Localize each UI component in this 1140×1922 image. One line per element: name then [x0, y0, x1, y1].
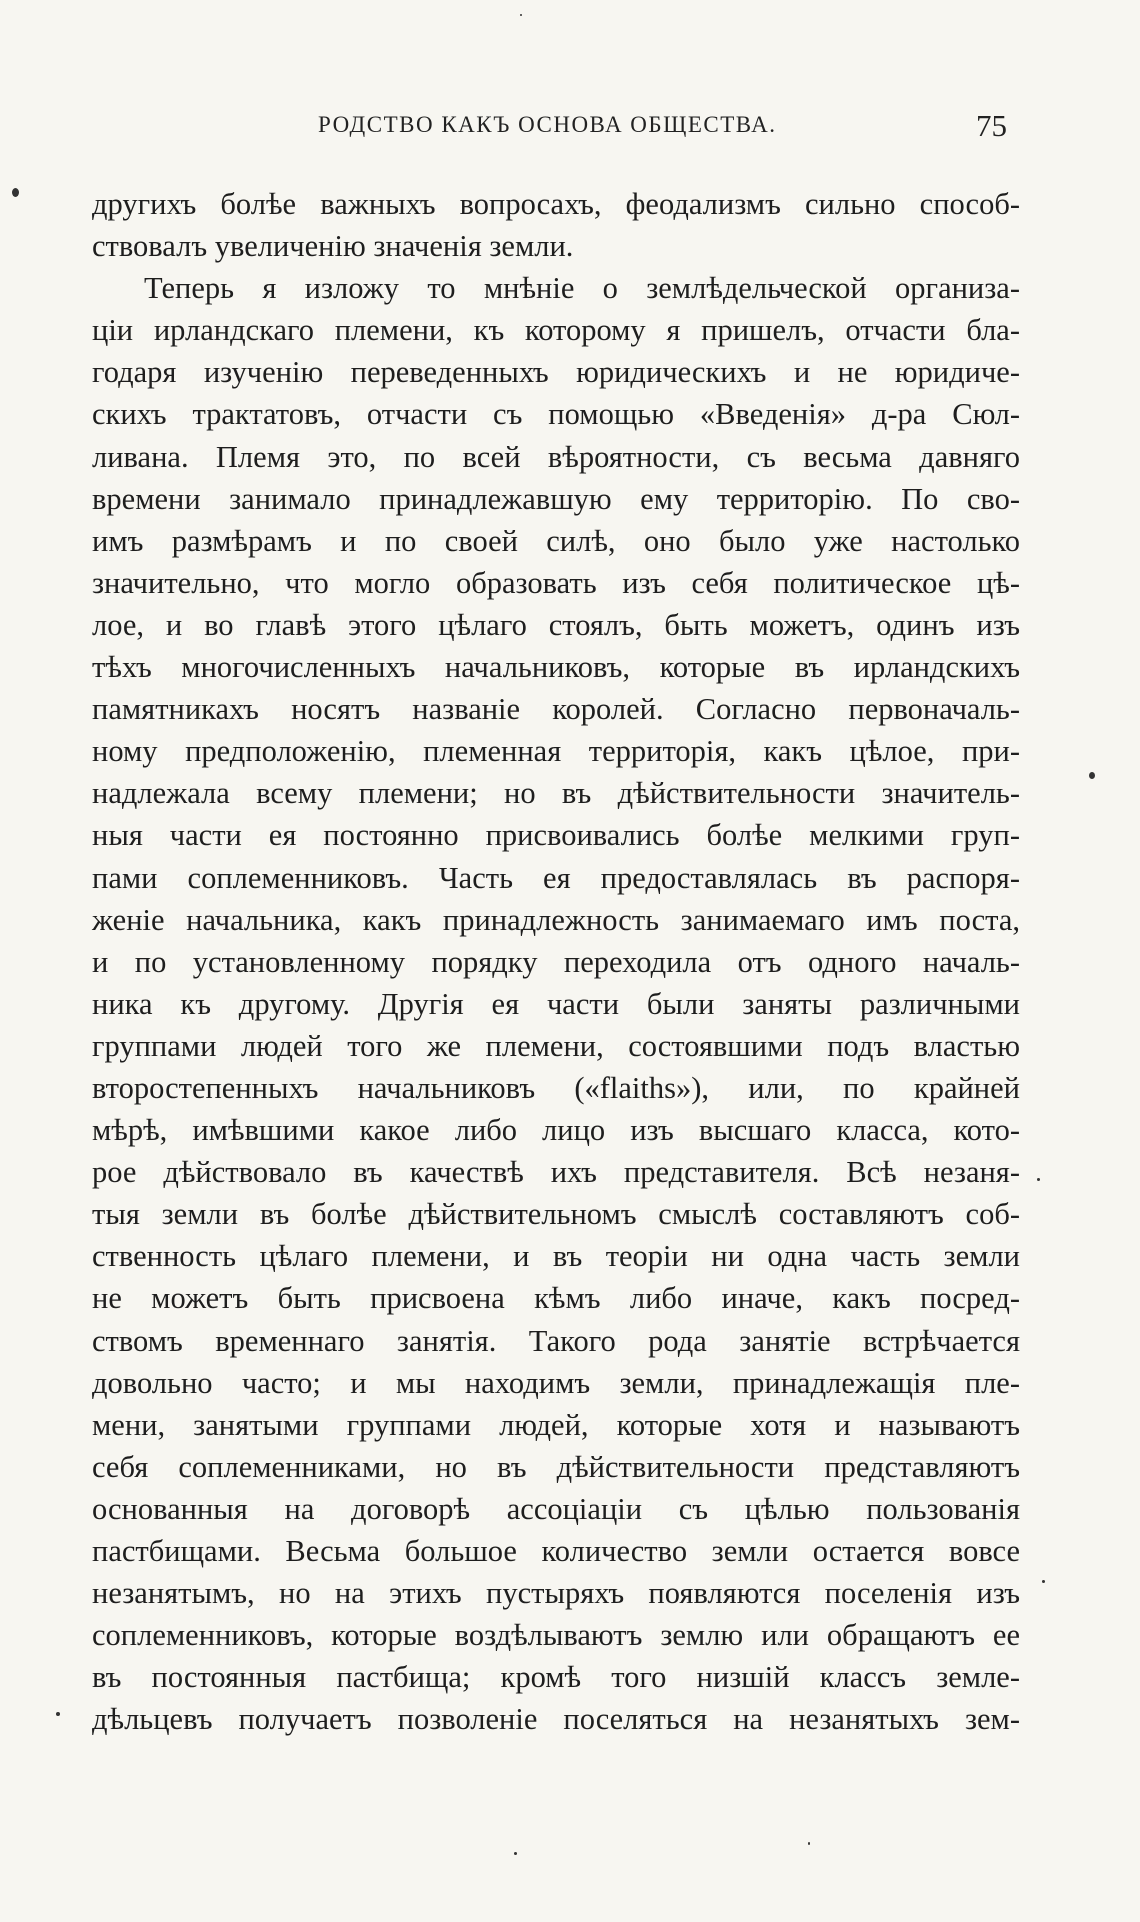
scan-speck [56, 1712, 60, 1716]
text-line: времени занимало принадлежавшую ему территорію. По сво- [92, 481, 1020, 516]
text-line: рое дѣйствовало въ качествѣ ихъ представителя. Всѣ незаня- [92, 1155, 1020, 1190]
text-line: ствомъ временнаго занятія. Такого рода занятіе встрѣчается [92, 1323, 1020, 1358]
text-line: памятникахъ носятъ названіе королей. Согласно первоначаль- [92, 692, 1020, 727]
text-line: мѣрѣ, имѣвшими какое либо лицо изъ высшаго класса, кото- [92, 1113, 1020, 1148]
scan-speck [1042, 1580, 1045, 1583]
scan-speck [12, 188, 19, 197]
text-line: тыя земли въ болѣе дѣйствительномъ смыслѣ составляютъ соб- [92, 1197, 1020, 1232]
text-line: лое, и во главѣ этого цѣлаго стоялъ, быть можетъ, одинъ изъ [92, 607, 1020, 642]
running-title: РОДСТВО КАКЪ ОСНОВА ОБЩЕСТВА. [318, 112, 777, 137]
text-line: не можетъ быть присвоена кѣмъ либо иначе, какъ посред- [92, 1281, 1020, 1316]
scan-speck [808, 1842, 810, 1845]
text-line: дѣльцевъ получаетъ позволеніе поселяться на незанятыхъ зем- [92, 1702, 1020, 1737]
scan-speck [1089, 772, 1095, 779]
text-line: значительно, что могло образовать изъ себя политическое цѣ- [92, 565, 1020, 600]
text-line: пастбищами. Весьма большое количество земли остается вовсе [92, 1534, 1020, 1568]
scan-speck [514, 1852, 517, 1855]
text-line: соплеменниковъ, которые воздѣлываютъ землю или обращаютъ ее [92, 1618, 1020, 1653]
text-line: довольно часто; и мы находимъ земли, принадлежащія пле- [92, 1365, 1020, 1400]
text-line: Теперь я изложу то мнѣніе о землѣдельческой организа- [144, 271, 1020, 306]
text-line: себя соплеменниками, но въ дѣйствительности представляютъ [92, 1449, 1020, 1484]
text-line: годаря изученію переведенныхъ юридическихъ и не юридиче- [92, 355, 1020, 390]
text-line: имъ размѣрамъ и по своей силѣ, оно было уже настолько [92, 523, 1020, 558]
text-line: надлежала всему племени; но въ дѣйствительности значитель- [92, 776, 1020, 811]
text-line: женіе начальника, какъ принадлежность занимаемаго имъ поста, [92, 902, 1020, 937]
text-line: ствовалъ увеличенію значенія земли. [92, 229, 574, 264]
text-line: ціи ирландскаго племени, къ которому я пришелъ, отчасти бла- [92, 313, 1020, 348]
text-line: ныя части ея постоянно присвоивались болѣе мелкими груп- [92, 818, 1020, 853]
scan-speck [1037, 1178, 1040, 1181]
text-line: ливана. Племя это, по всей вѣроятности, съ весьма давняго [92, 439, 1020, 474]
text-line: въ постоянныя пастбища; кромѣ того низшій классъ землe- [92, 1660, 1020, 1695]
scan-speck [520, 14, 522, 16]
text-line: основанныя на договорѣ ассоціаціи съ цѣлью пользованія [92, 1491, 1020, 1526]
text-line: тѣхъ многочисленныхъ начальниковъ, которые въ ирландскихъ [92, 650, 1020, 685]
text-line: ному предположенію, племенная территорія, какъ цѣлое, при- [92, 734, 1020, 769]
text-line: другихъ болѣе важныхъ вопросахъ, феодализмъ сильно способ- [92, 187, 1020, 221]
page-number: 75 [976, 108, 1007, 143]
text-line: пами соплеменниковъ. Часть ея предоставлялась въ распоря- [92, 860, 1020, 895]
text-line: и по установленному порядку переходила отъ одного началь- [92, 944, 1020, 979]
text-line: незанятымъ, но на этихъ пустыряхъ появляются поселенія изъ [92, 1576, 1020, 1611]
text-line: скихъ трактатовъ, отчасти съ помощью «Введенія» д-ра Сюл- [92, 397, 1020, 432]
text-line: мени, занятыми группами людей, которые хотя и называютъ [92, 1407, 1020, 1442]
text-line: ника къ другому. Другія ея части были заняты различными [92, 986, 1020, 1021]
text-line: ственность цѣлаго племени, и въ теоріи ни одна часть земли [92, 1239, 1020, 1274]
body-text [92, 183, 1020, 1740]
text-line: группами людей того же племени, состоявшими подъ властью [92, 1028, 1020, 1063]
text-line: второстепенныхъ начальниковъ («flaiths»), или, по крайней [92, 1070, 1020, 1105]
